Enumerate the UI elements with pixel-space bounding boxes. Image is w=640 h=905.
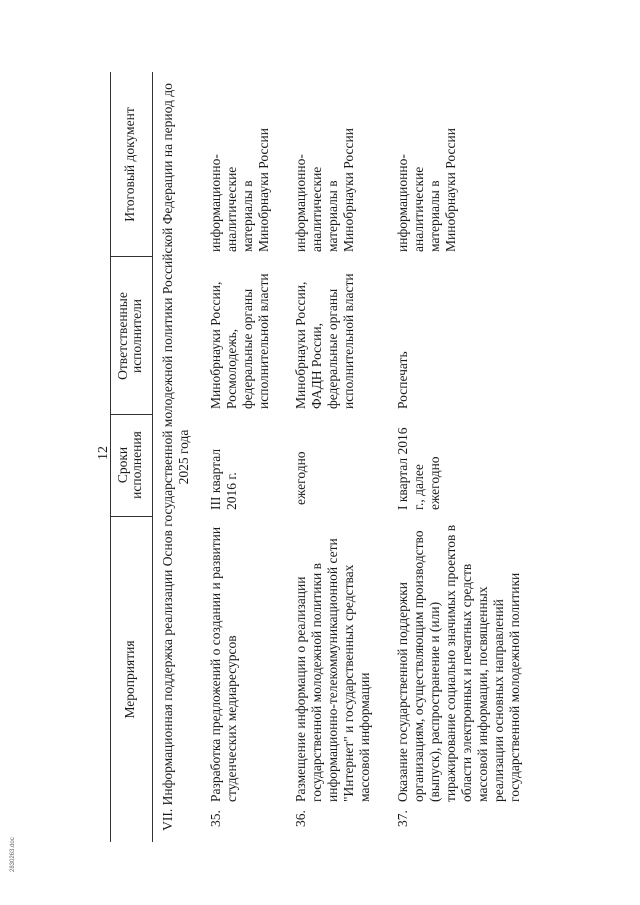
row-37-executors: Роспечать — [395, 351, 410, 409]
row-35-measure: Разработка предложений о создании и развитии студенческих медиаресурсов — [208, 526, 239, 802]
header-measures: Мероприятия — [122, 640, 137, 719]
column-divider-2 — [110, 414, 152, 415]
table-header-bottom-border — [152, 72, 153, 842]
page-number: 12 — [96, 446, 111, 460]
row-36-result: информационно-аналитические материалы в Минобрнауки России — [293, 128, 356, 252]
row-37-deadline: I квартал 2016 г., далее ежегодно — [395, 427, 442, 510]
section-title: VII. Информационная поддержка реализации Основ государственной молодежной политики Российской Федерации на период до 2025 года — [160, 83, 191, 831]
header-executors: Ответственные исполнители — [115, 292, 144, 380]
row-37-measure: Оказание государственной поддержки организациям, осуществляющим производство (выпуск), распространение и (или) тиражирование социально значимых проектов в области электронных и печатных средств массовой информации, посвященных реализации основных направлений государственной молодежной политики — [395, 524, 522, 802]
footer-file-code: 2830263.doc — [10, 837, 16, 872]
rotated-table-sheet — [110, 57, 530, 847]
row-36-measure: Размещение информации о реализации государственной молодежной политики в информационно-телекоммуникационной сети "Интернет" и государственных средствах массовой информации — [293, 538, 372, 802]
table-top-border — [110, 72, 111, 842]
row-35-result: информационно-аналитические материалы в Минобрнауки России — [208, 128, 271, 252]
row-35-deadline: III квартал 2016 г. — [208, 448, 239, 510]
row-35-executors: Минобрнауки России, Росмолодежь, федеральные органы исполнительной власти — [208, 273, 271, 409]
row-36-executors: Минобрнауки России, ФАДН России, федеральные органы исполнительной власти — [293, 273, 356, 409]
row-37-number: 37. — [395, 810, 410, 827]
row-35-number: 35. — [208, 810, 223, 827]
row-36-number: 36. — [293, 810, 308, 827]
header-deadlines: Сроки исполнения — [115, 431, 144, 499]
row-37-result: информационно-аналитические материалы в Минобрнауки России — [395, 128, 458, 252]
row-36-deadline: ежегодно — [293, 451, 308, 505]
header-result: Итоговый документ — [122, 107, 137, 222]
